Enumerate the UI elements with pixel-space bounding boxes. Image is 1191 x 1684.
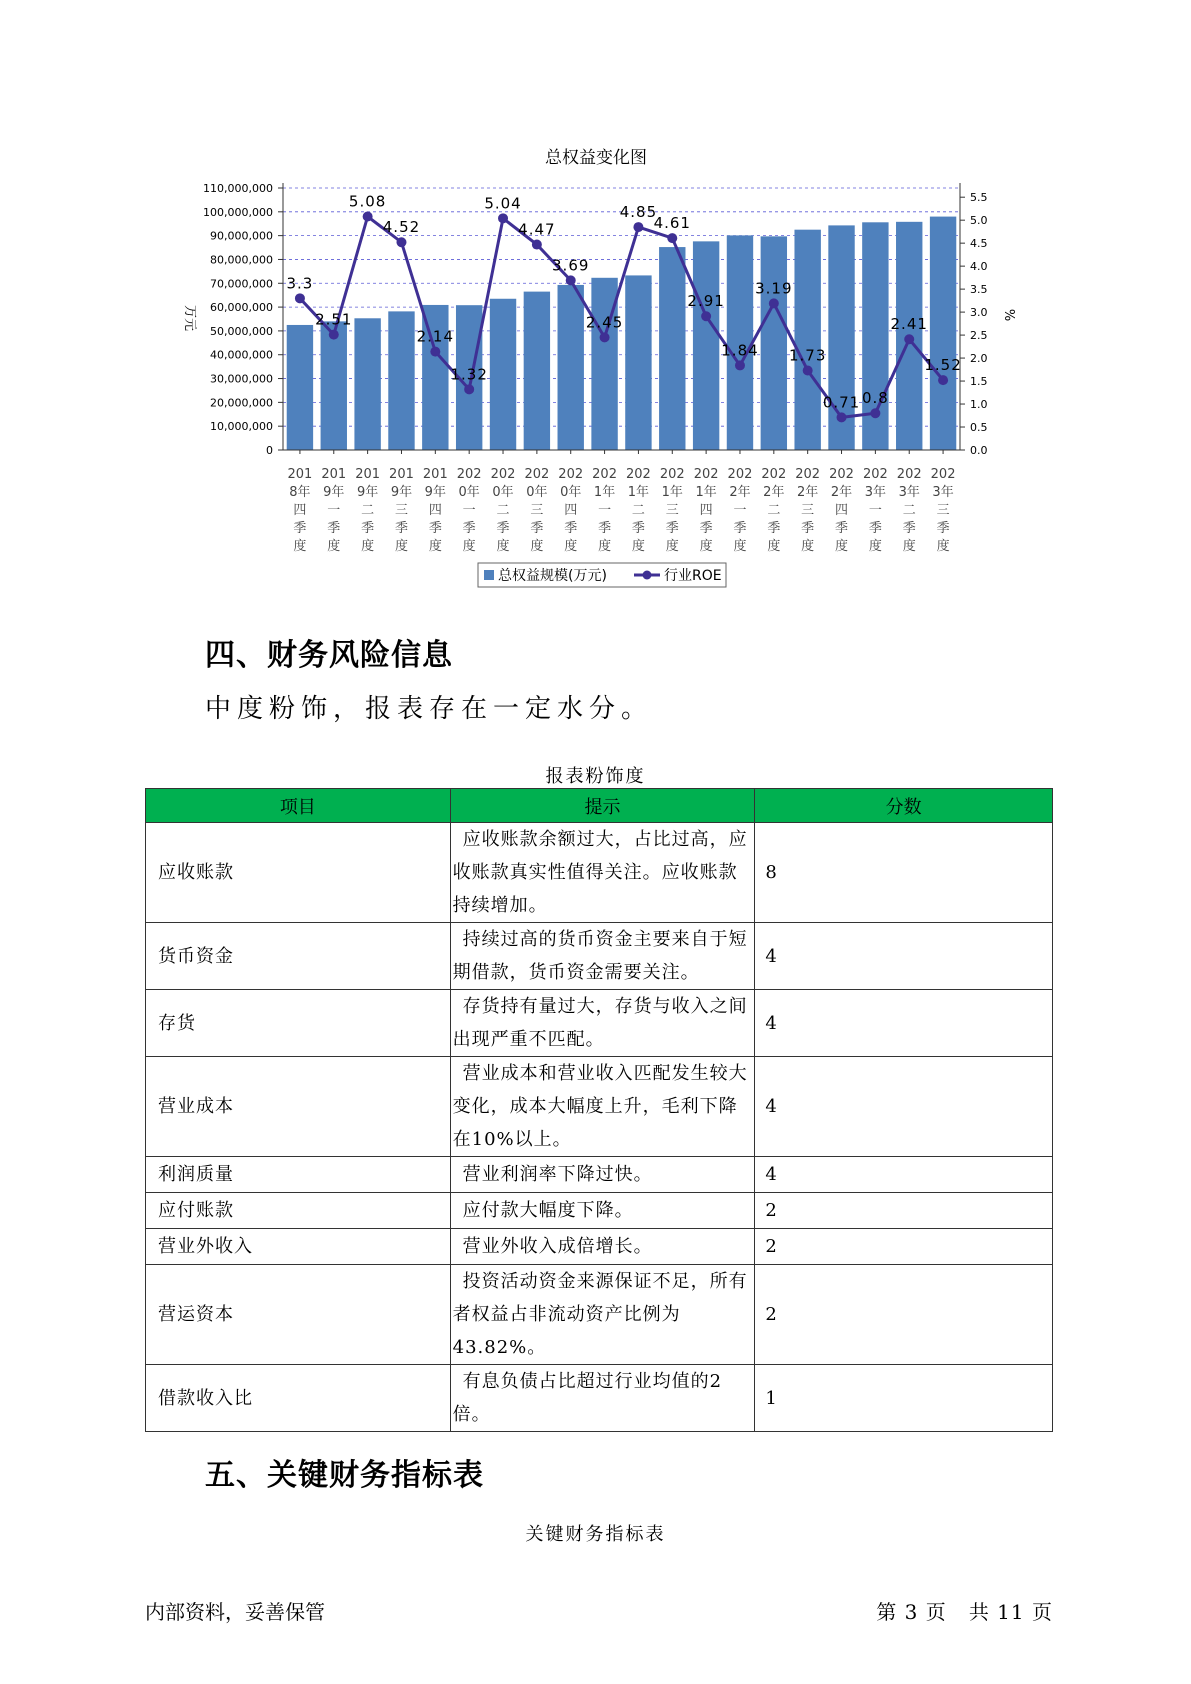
roe-data-label: 3.19 (755, 279, 793, 298)
left-tick-label: 30,000,000 (210, 372, 273, 386)
roe-point (532, 240, 542, 250)
section4-heading: 四、财务风险信息 (205, 638, 453, 673)
x-tick-label: 202 1年二季度 (626, 467, 651, 554)
right-tick-label: 1.0 (970, 398, 988, 412)
right-tick-label: 5.0 (970, 214, 988, 228)
left-axis-ticks (203, 182, 283, 457)
row-hint: 应收账款余额过大，占比过高，应收账款真实性值得关注。应收账款持续增加。 (450, 823, 755, 923)
roe-point (498, 213, 508, 223)
x-tick-label: 202 2年二季度 (761, 467, 787, 554)
chart-legend (478, 563, 726, 587)
row-item: 营业外收入 (146, 1229, 451, 1265)
right-tick-label: 3.5 (970, 283, 988, 297)
row-item: 存货 (146, 990, 451, 1057)
row-score: 4 (755, 1057, 1053, 1157)
right-tick-label: 0.0 (970, 444, 988, 457)
table-row (146, 1229, 1053, 1265)
left-axis-label: 万元 (182, 304, 197, 332)
row-hint: 存货持有量过大，存货与收入之间出现严重不匹配。 (450, 990, 755, 1057)
left-tick-label: 50,000,000 (210, 324, 273, 338)
x-tick-label: 202 1年四季度 (693, 467, 719, 554)
row-score: 4 (755, 1157, 1053, 1193)
roe-data-label: 1.32 (450, 365, 488, 384)
x-tick-label: 202 1年三季度 (659, 467, 685, 554)
roe-data-label: 2.41 (890, 315, 928, 334)
right-tick-label: 4.0 (970, 260, 988, 274)
roe-data-label: 1.52 (924, 356, 962, 375)
left-tick-label: 0 (266, 444, 273, 457)
bar (287, 325, 313, 450)
row-hint: 营业利润率下降过快。 (450, 1157, 755, 1193)
table-row (146, 1193, 1053, 1229)
x-tick-label: 202 0年三季度 (524, 467, 550, 554)
roe-point (870, 408, 880, 418)
x-tick-label: 202 2年三季度 (795, 467, 821, 554)
x-tick-label: 202 3年三季度 (930, 467, 956, 554)
roe-data-label: 2.51 (315, 310, 353, 329)
roe-point (396, 237, 406, 247)
bar (524, 292, 550, 450)
left-tick-label: 70,000,000 (210, 277, 273, 291)
left-tick-label: 10,000,000 (210, 420, 273, 434)
roe-data-label: 1.84 (721, 341, 759, 360)
right-axis-ticks (960, 191, 988, 457)
right-tick-label: 4.5 (970, 237, 988, 251)
right-axis-label: % (1001, 308, 1016, 322)
left-tick-label: 80,000,000 (210, 253, 273, 267)
row-item: 利润质量 (146, 1157, 451, 1193)
roe-data-label: 2.14 (416, 327, 455, 346)
roe-point (600, 332, 610, 342)
bar (321, 321, 347, 450)
left-tick-label: 60,000,000 (210, 301, 273, 315)
roe-point (464, 384, 474, 394)
roe-data-label: 4.61 (653, 214, 691, 233)
legend-line-marker (643, 571, 652, 580)
roe-point (667, 233, 677, 243)
roe-data-label: 5.04 (484, 194, 522, 213)
right-tick-label: 2.0 (970, 352, 988, 366)
bar (693, 241, 719, 450)
table-row (146, 990, 1053, 1057)
roe-point (837, 412, 847, 422)
table-row (146, 1057, 1053, 1157)
bar (659, 247, 685, 450)
row-item: 营运资本 (146, 1265, 451, 1365)
x-tick-label: 202 3年一季度 (862, 467, 888, 554)
roe-point (938, 375, 948, 385)
roe-point (904, 334, 914, 344)
table-row (146, 1157, 1053, 1193)
footer-confidential-note: 内部资料，妥善保管 (145, 1600, 325, 1624)
row-item: 货币资金 (146, 923, 451, 990)
roe-data-label: 4.47 (518, 220, 556, 239)
x-tick-label: 201 9年三季度 (389, 467, 414, 554)
roe-point (329, 330, 339, 340)
risk-summary: 中度粉饰，报表存在一定水分。 (205, 694, 654, 724)
row-score: 1 (755, 1365, 1053, 1432)
row-item: 应收账款 (146, 823, 451, 923)
column-header-item: 项目 (146, 789, 451, 823)
x-tick-label: 201 9年四季度 (422, 467, 448, 554)
x-tick-label: 202 0年二季度 (490, 467, 516, 554)
row-item: 借款收入比 (146, 1365, 451, 1432)
right-tick-label: 0.5 (970, 421, 988, 435)
legend-bar-label: 总权益规模(万元) (498, 568, 607, 584)
legend-bar-swatch (484, 570, 494, 580)
left-tick-label: 100,000,000 (203, 205, 273, 219)
x-tick-label: 201 9年一季度 (321, 467, 347, 554)
x-tick-label: 202 0年四季度 (558, 467, 584, 554)
roe-data-label: 3.3 (286, 274, 314, 293)
bar (930, 217, 956, 450)
row-hint: 有息负债占比超过行业均值的2倍。 (450, 1365, 755, 1432)
table-row (146, 823, 1053, 923)
left-tick-label: 40,000,000 (210, 348, 273, 362)
roe-data-label: 4.85 (619, 203, 658, 222)
roe-point (430, 347, 440, 357)
row-item: 应付账款 (146, 1193, 451, 1229)
roe-point (295, 293, 305, 303)
chart-title: 总权益变化图 (545, 148, 647, 168)
bar (558, 285, 584, 450)
row-item: 营业成本 (146, 1057, 451, 1157)
row-hint: 投资活动资金来源保证不足，所有者权益占非流动资产比例为43.82%。 (450, 1265, 755, 1365)
roe-point (363, 211, 373, 221)
right-tick-label: 3.0 (970, 306, 988, 320)
right-tick-label: 1.5 (970, 375, 988, 389)
risk-table-caption: 报表粉饰度 (545, 766, 646, 787)
x-tick-label: 202 2年一季度 (727, 467, 753, 554)
bar (388, 311, 414, 450)
left-tick-label: 20,000,000 (210, 396, 273, 410)
column-header-hint: 提示 (450, 789, 755, 823)
risk-table (145, 788, 1053, 1432)
roe-data-label: 5.08 (348, 192, 387, 211)
table-row (146, 1365, 1053, 1432)
roe-data-label: 2.45 (585, 313, 624, 332)
table-row (146, 1265, 1053, 1365)
x-tick-label: 201 8年四季度 (287, 467, 313, 554)
roe-data-label: 1.73 (788, 346, 827, 365)
x-axis-ticks (288, 450, 956, 554)
roe-point (701, 311, 711, 321)
x-tick-label: 202 1年一季度 (592, 467, 617, 554)
row-score: 4 (755, 923, 1053, 990)
risk-table-header (146, 789, 1053, 823)
x-tick-label: 202 3年二季度 (896, 467, 922, 554)
roe-point (566, 275, 576, 285)
left-tick-label: 110,000,000 (203, 182, 273, 195)
roe-data-label: 0.8 (861, 389, 889, 408)
x-tick-label: 201 9年二季度 (355, 467, 381, 554)
roe-point (633, 222, 643, 232)
row-score: 2 (755, 1265, 1053, 1365)
bar (625, 275, 651, 450)
right-tick-label: 2.5 (970, 329, 988, 343)
row-score: 8 (755, 823, 1053, 923)
x-tick-label: 202 2年四季度 (829, 467, 854, 554)
legend-line-label: 行业ROE (664, 568, 722, 584)
row-score: 2 (755, 1193, 1053, 1229)
bar (490, 299, 516, 450)
bar (354, 318, 380, 450)
row-hint: 营业外收入成倍增长。 (450, 1229, 755, 1265)
row-hint: 应付款大幅度下降。 (450, 1193, 755, 1229)
bar (761, 236, 787, 450)
section5-heading: 五、关键财务指标表 (205, 1458, 484, 1493)
x-tick-label: 202 0年一季度 (456, 467, 482, 554)
row-score: 4 (755, 990, 1053, 1057)
roe-data-label: 3.69 (552, 256, 590, 275)
roe-data-label: 0.71 (822, 393, 861, 412)
table-row (146, 923, 1053, 990)
roe-data-label: 2.91 (687, 292, 725, 311)
bar (794, 230, 820, 450)
equity-chart (0, 0, 1191, 600)
row-hint: 营业成本和营业收入匹配发生较大变化，成本大幅度上升，毛利下降在10%以上。 (450, 1057, 755, 1157)
roe-point (769, 298, 779, 308)
column-header-score: 分数 (755, 789, 1053, 823)
row-hint: 持续过高的货币资金主要来自于短期借款，货币资金需要关注。 (450, 923, 755, 990)
roe-point (735, 360, 745, 370)
footer-page-number: 第 3 页 共 11 页 (876, 1600, 1053, 1624)
left-tick-label: 90,000,000 (210, 229, 273, 243)
roe-data-label: 4.52 (382, 218, 421, 237)
roe-point (803, 365, 813, 375)
indicator-table-caption: 关键财务指标表 (525, 1524, 666, 1545)
right-tick-label: 5.5 (970, 191, 988, 205)
row-score: 2 (755, 1229, 1053, 1265)
